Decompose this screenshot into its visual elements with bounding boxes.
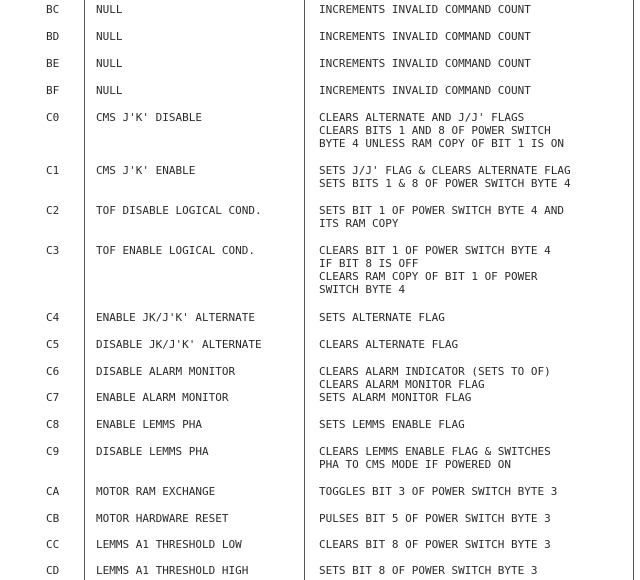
command-name: DISABLE ALARM MONITOR xyxy=(96,365,236,378)
command-name: CMS J'K' ENABLE xyxy=(96,164,196,177)
command-code: CD xyxy=(46,564,60,577)
command-code: BD xyxy=(46,30,60,43)
command-description: SETS ALTERNATE FLAG xyxy=(319,311,445,324)
command-description: CLEARS BITS 1 AND 8 OF POWER SWITCH xyxy=(319,124,551,137)
command-code: C5 xyxy=(46,338,60,351)
command-description: CLEARS ALARM MONITOR FLAG xyxy=(319,378,485,391)
table-right-border xyxy=(633,0,634,580)
command-description: CLEARS ALTERNATE AND J/J' FLAGS xyxy=(319,111,525,124)
command-name: ENABLE JK/J'K' ALTERNATE xyxy=(96,311,255,324)
command-description: CLEARS LEMMS ENABLE FLAG & SWITCHES xyxy=(319,445,551,458)
command-description: INCREMENTS INVALID COMMAND COUNT xyxy=(319,84,531,97)
command-description: IF BIT 8 IS OFF xyxy=(319,257,419,270)
command-description: BYTE 4 UNLESS RAM COPY OF BIT 1 IS ON xyxy=(319,137,565,150)
command-code: CB xyxy=(46,512,60,525)
command-name: ENABLE LEMMS PHA xyxy=(96,418,202,431)
command-code: C7 xyxy=(46,391,60,404)
command-name: CMS J'K' DISABLE xyxy=(96,111,202,124)
command-code: BC xyxy=(46,3,60,16)
command-description: INCREMENTS INVALID COMMAND COUNT xyxy=(319,3,531,16)
command-code: C1 xyxy=(46,164,60,177)
command-description: SETS BIT 1 OF POWER SWITCH BYTE 4 AND xyxy=(319,204,565,217)
command-description: CLEARS BIT 8 OF POWER SWITCH BYTE 3 xyxy=(319,538,551,551)
command-name: DISABLE JK/J'K' ALTERNATE xyxy=(96,338,262,351)
command-code: C2 xyxy=(46,204,60,217)
command-name: ENABLE ALARM MONITOR xyxy=(96,391,229,404)
command-code: C0 xyxy=(46,111,60,124)
command-description: PULSES BIT 5 OF POWER SWITCH BYTE 3 xyxy=(319,512,551,525)
command-description: ITS RAM COPY xyxy=(319,217,399,230)
command-name: LEMMS A1 THRESHOLD HIGH xyxy=(96,564,249,577)
command-name: NULL xyxy=(96,84,123,97)
command-description: CLEARS RAM COPY OF BIT 1 OF POWER xyxy=(319,270,538,283)
command-name: DISABLE LEMMS PHA xyxy=(96,445,209,458)
command-code: CC xyxy=(46,538,60,551)
command-description: INCREMENTS INVALID COMMAND COUNT xyxy=(319,30,531,43)
command-description: SETS J/J' FLAG & CLEARS ALTERNATE FLAG xyxy=(319,164,571,177)
command-code: C8 xyxy=(46,418,60,431)
command-name: TOF ENABLE LOGICAL COND. xyxy=(96,244,255,257)
command-description: SETS LEMMS ENABLE FLAG xyxy=(319,418,465,431)
command-description: SETS ALARM MONITOR FLAG xyxy=(319,391,472,404)
command-description: CLEARS ALARM INDICATOR (SETS TO OF) xyxy=(319,365,551,378)
command-name: NULL xyxy=(96,30,123,43)
command-description: PHA TO CMS MODE IF POWERED ON xyxy=(319,458,512,471)
column-divider-code xyxy=(84,0,85,580)
command-description: CLEARS BIT 1 OF POWER SWITCH BYTE 4 xyxy=(319,244,551,257)
command-name: MOTOR RAM EXCHANGE xyxy=(96,485,216,498)
command-name: TOF DISABLE LOGICAL COND. xyxy=(96,204,262,217)
command-code: BE xyxy=(46,57,60,70)
command-code: C3 xyxy=(46,244,60,257)
column-divider-name xyxy=(304,0,305,580)
command-name: LEMMS A1 THRESHOLD LOW xyxy=(96,538,242,551)
command-name: MOTOR HARDWARE RESET xyxy=(96,512,229,525)
command-name: NULL xyxy=(96,57,123,70)
command-name: NULL xyxy=(96,3,123,16)
command-description: INCREMENTS INVALID COMMAND COUNT xyxy=(319,57,531,70)
command-code: BF xyxy=(46,84,60,97)
command-description: TOGGLES BIT 3 OF POWER SWITCH BYTE 3 xyxy=(319,485,558,498)
command-description: SETS BITS 1 & 8 OF POWER SWITCH BYTE 4 xyxy=(319,177,571,190)
command-description: SETS BIT 8 OF POWER SWITCH BYTE 3 xyxy=(319,564,538,577)
command-description: SWITCH BYTE 4 xyxy=(319,283,406,296)
command-description: CLEARS ALTERNATE FLAG xyxy=(319,338,459,351)
command-code: C6 xyxy=(46,365,60,378)
command-code: C9 xyxy=(46,445,60,458)
command-code: C4 xyxy=(46,311,60,324)
command-code: CA xyxy=(46,485,60,498)
